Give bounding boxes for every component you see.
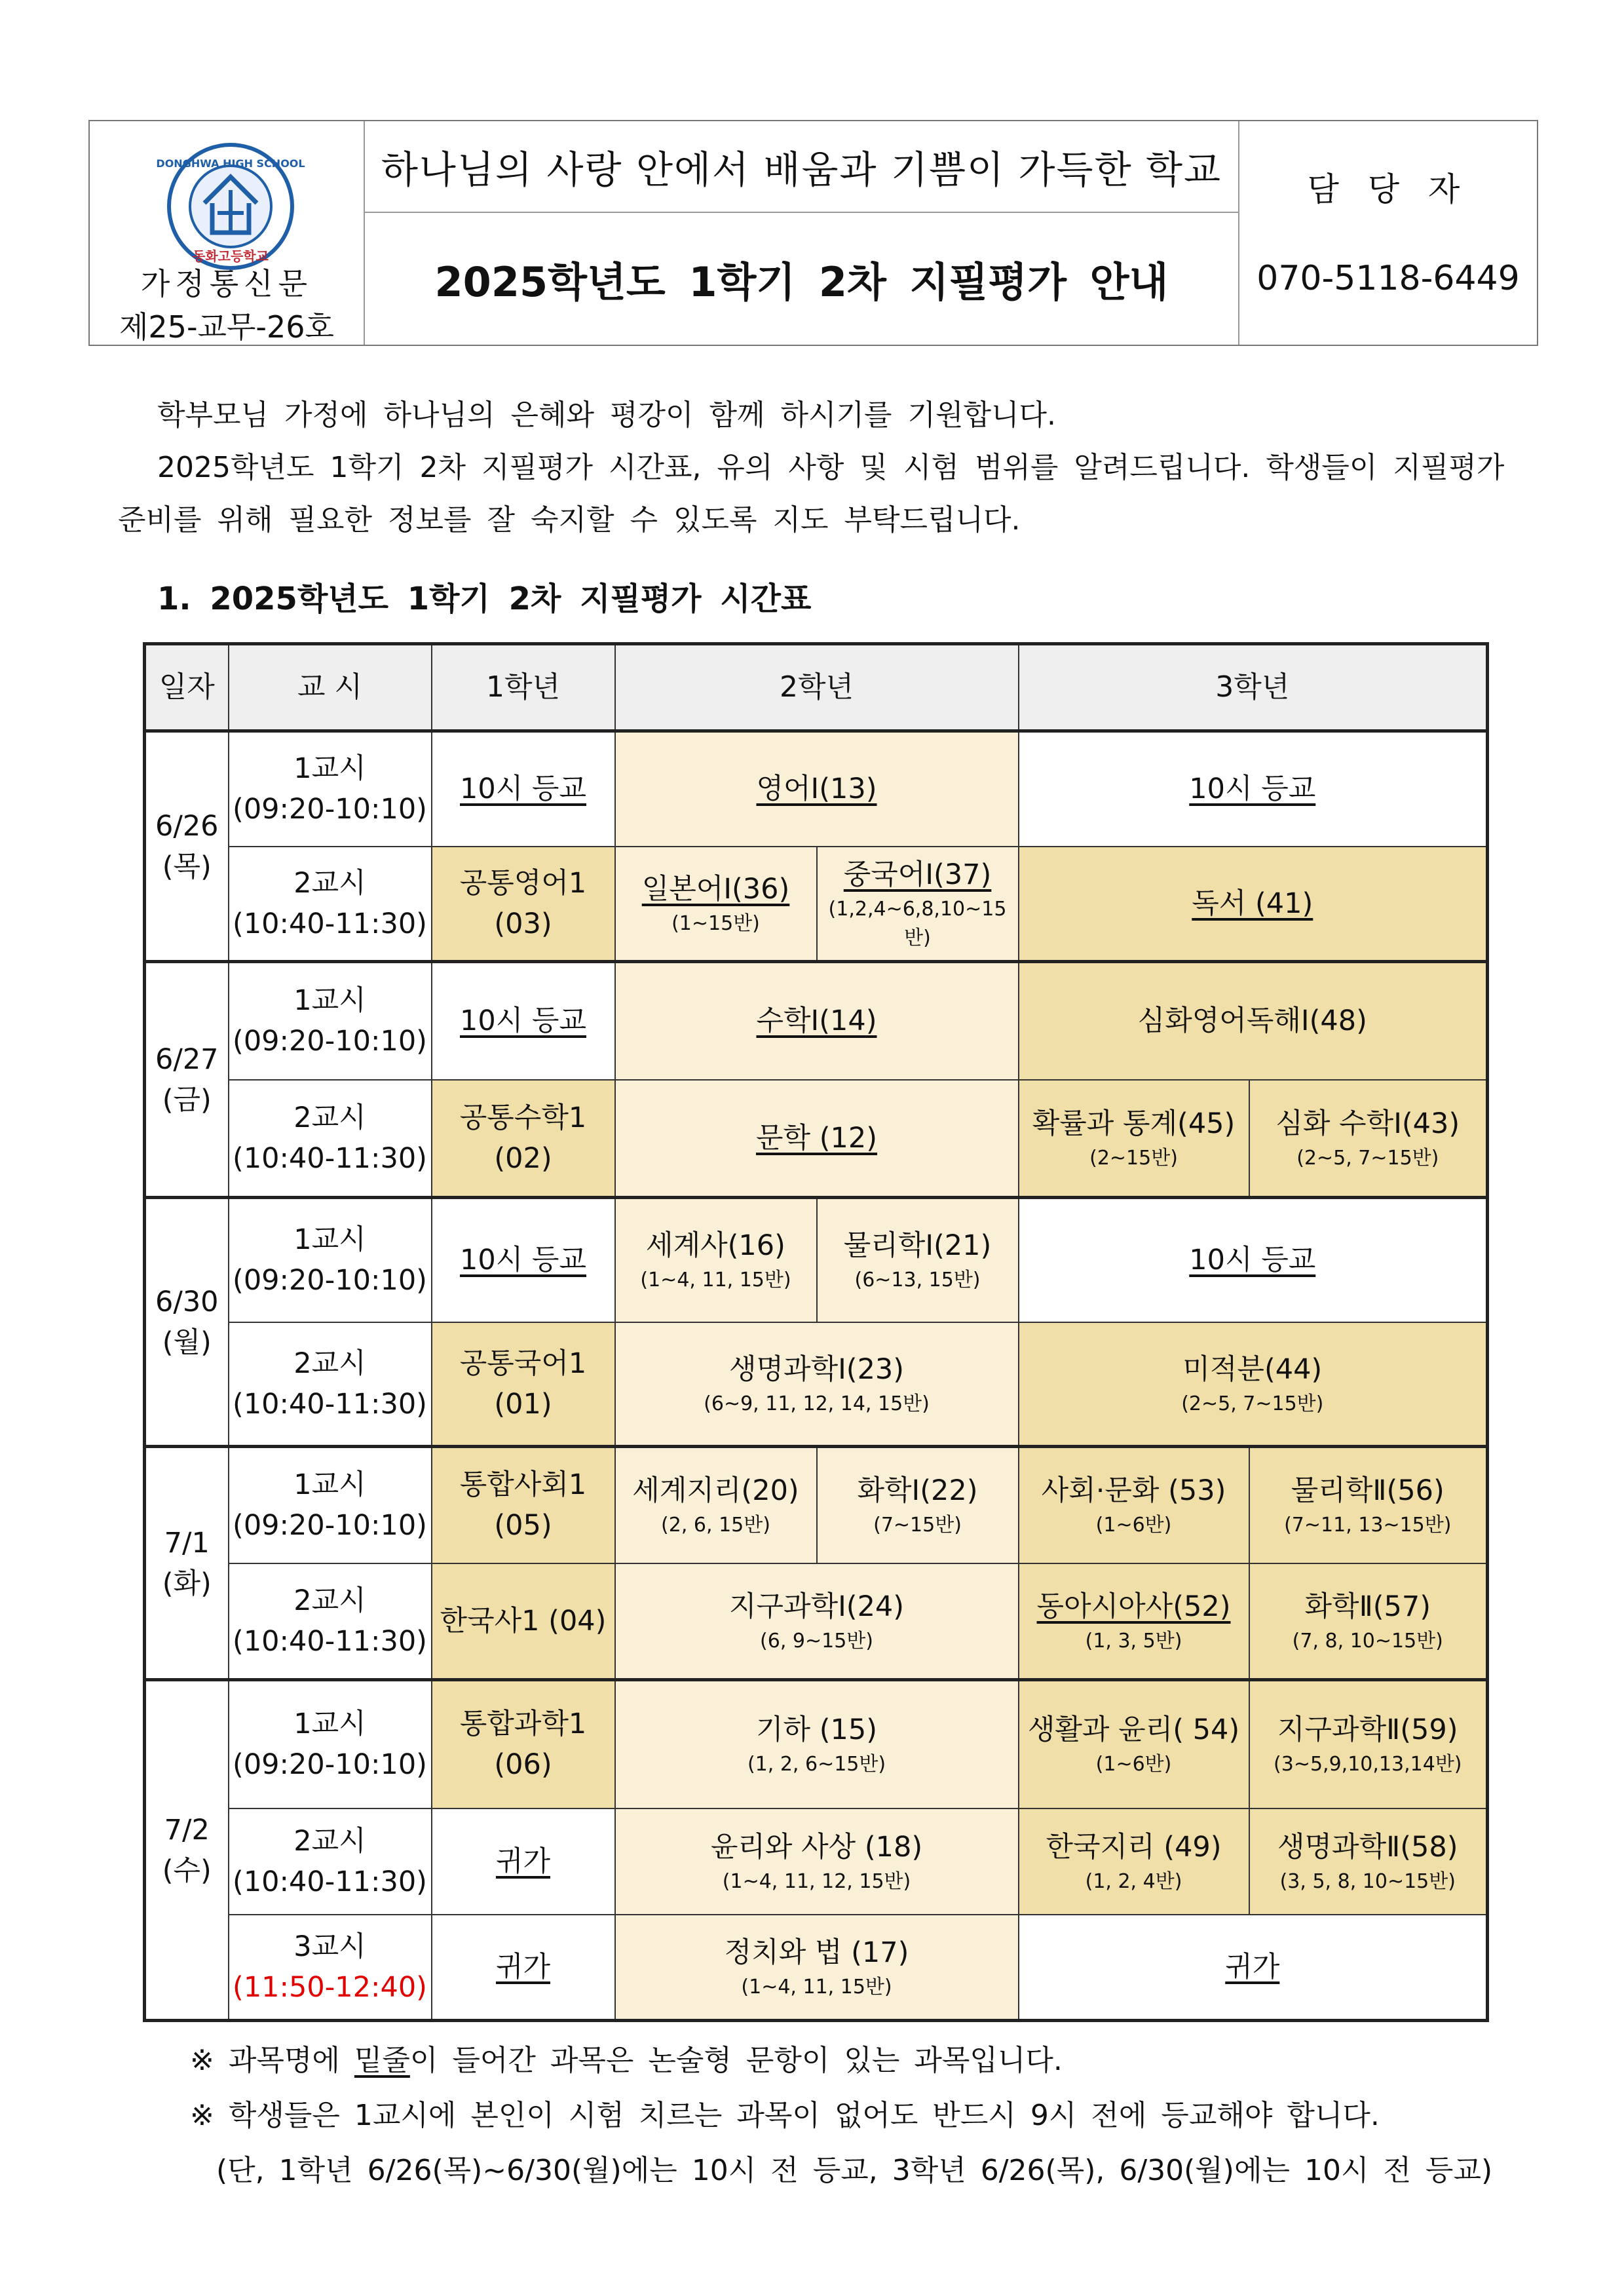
period-cell <box>229 962 432 1080</box>
exam-cell <box>615 1563 1019 1680</box>
exam-classes: (1~4, 11, 12, 15반) <box>722 1869 911 1893</box>
exam-subject: 독서 (41) <box>1192 887 1313 920</box>
weekday-text: (금) <box>162 1083 212 1117</box>
period-time: (09:20-10:10) <box>233 793 427 826</box>
exam-subject: 공통국어1 (01) <box>459 1347 587 1421</box>
period-label: 1교시 <box>293 1223 366 1257</box>
exam-subject: 10시 등교 <box>460 773 586 806</box>
exam-classes: (2~15반) <box>1089 1146 1178 1170</box>
weekday-text: (화) <box>162 1567 212 1600</box>
exam-subject: 동아시아사(52) <box>1036 1590 1231 1623</box>
exam-cell <box>615 847 817 962</box>
period-cell <box>229 1198 432 1322</box>
exam-subject: 생명과학Ⅱ(58) <box>1277 1830 1458 1864</box>
date-text: 6/30 <box>155 1285 219 1318</box>
exam-subject: 화학Ⅱ(57) <box>1304 1590 1431 1623</box>
period-label: 2교시 <box>293 866 366 900</box>
exam-subject: 기하 (15) <box>756 1713 878 1747</box>
exam-subject: 물리학Ⅱ(56) <box>1291 1474 1445 1508</box>
table-row <box>145 1680 1488 1808</box>
exam-classes: (1, 2, 6~15반) <box>747 1753 886 1776</box>
note-exception: (단, 1학년 6/26(목)~6/30(월)에는 10시 전 등교, 3학년 6/26(목), 6/30(월)에는 10시 전 등교) <box>216 2154 1493 2187</box>
period-cell <box>229 1563 432 1680</box>
exam-subject: 귀가 <box>495 1845 551 1878</box>
exam-classes: (1~15반) <box>671 911 760 935</box>
note-text: ※ 과목명에 <box>190 2044 354 2077</box>
exam-subject: 사회·문화 (53) <box>1041 1474 1226 1508</box>
period-cell <box>229 1447 432 1563</box>
exam-subject: 영어Ⅰ(13) <box>756 773 877 806</box>
date-text: 7/1 <box>164 1526 210 1559</box>
date-cell <box>145 962 229 1198</box>
table-row <box>145 1915 1488 2021</box>
exam-cell <box>1019 1198 1488 1322</box>
exam-classes: (6~9, 11, 12, 14, 15반) <box>704 1392 930 1415</box>
period-cell <box>229 1680 432 1808</box>
intro-paragraph-2: 2025학년도 1학기 2차 지필평가 시간표, 유의 사항 및 시험 범위를 알려드립니다. 학생들이 지필평가 준비를 위해 필요한 정보를 잘 숙지할 수 있도록 지도 부탁드립니다. <box>118 451 1505 537</box>
exam-subject: 일본어Ⅰ(36) <box>641 872 790 906</box>
exam-cell <box>615 1915 1019 2021</box>
exam-cell <box>615 1808 1019 1915</box>
exam-classes: (3~5,9,10,13,14반) <box>1274 1753 1462 1776</box>
svg-text:동화고등학교: 동화고등학교 <box>193 248 269 264</box>
period-label: 1교시 <box>293 752 366 786</box>
exam-subject: 물리학Ⅰ(21) <box>843 1229 992 1263</box>
exam-cell <box>1019 1808 1249 1915</box>
period-time: (10:40-11:30) <box>233 907 427 940</box>
date-text: 6/26 <box>155 809 219 843</box>
exam-cell <box>432 962 615 1080</box>
exam-classes: (1~4, 11, 15반) <box>741 1975 892 1999</box>
contact-label: 담 당 자 <box>1307 170 1469 208</box>
exam-cell <box>1019 1680 1249 1808</box>
period-label: 1교시 <box>293 984 366 1018</box>
exam-subject: 한국지리 (49) <box>1046 1830 1222 1864</box>
header-left-cell <box>90 121 365 345</box>
period-label: 2교시 <box>293 1347 366 1380</box>
exam-cell <box>615 962 1019 1080</box>
date-cell <box>145 1198 229 1447</box>
exam-subject: 지구과학Ⅰ(24) <box>728 1590 905 1623</box>
exam-subject: 수학Ⅰ(14) <box>756 1004 877 1038</box>
contact-phone: 070-5118-6449 <box>1256 259 1520 298</box>
document-title: 2025학년도 1학기 2차 지필평가 안내 <box>434 258 1169 306</box>
period-label: 2교시 <box>293 1101 366 1134</box>
col-header-grade2: 2학년 <box>615 644 1019 731</box>
exam-classes: (1~6반) <box>1095 1753 1172 1776</box>
exam-classes: (7~15반) <box>873 1514 962 1537</box>
table-row <box>145 1198 1488 1322</box>
exam-cell <box>432 1808 615 1915</box>
exam-classes: (6, 9~15반) <box>760 1629 873 1653</box>
exam-cell <box>432 1322 615 1447</box>
exam-cell <box>432 847 615 962</box>
exam-cell <box>1019 1322 1488 1447</box>
exam-classes: (1~4, 11, 15반) <box>640 1269 791 1292</box>
table-row <box>145 1563 1488 1680</box>
exam-subject: 통합사회1 (05) <box>459 1468 587 1542</box>
exam-classes: (1,2,4~6,8,10~15반) <box>828 897 1007 949</box>
svg-text:DONGHWA HIGH SCHOOL: DONGHWA HIGH SCHOOL <box>156 157 305 170</box>
exam-subject: 생활과 윤리( 54) <box>1027 1713 1240 1747</box>
exam-cell <box>1249 1808 1488 1915</box>
exam-subject: 심화 수학Ⅰ(43) <box>1275 1107 1460 1140</box>
exam-classes: (1~6반) <box>1095 1514 1172 1537</box>
period-time: (09:20-10:10) <box>233 1264 427 1297</box>
exam-cell <box>1019 731 1488 847</box>
school-logo <box>156 141 305 272</box>
exam-subject: 세계지리(20) <box>632 1474 799 1508</box>
exam-cell <box>817 847 1019 962</box>
period-time: (10:40-11:30) <box>233 1387 427 1421</box>
exam-subject: 10시 등교 <box>1189 1244 1316 1277</box>
table-row <box>145 1447 1488 1563</box>
table-row <box>145 847 1488 962</box>
exam-subject: 미적분(44) <box>1182 1352 1323 1386</box>
exam-classes: (3, 5, 8, 10~15반) <box>1279 1869 1456 1893</box>
table-row <box>145 1808 1488 1915</box>
note-attendance: ※ 학생들은 1교시에 본인이 시험 치르는 과목이 없어도 반드시 9시 전에 등교해야 합니다. <box>190 2099 1380 2132</box>
exam-cell <box>615 731 1019 847</box>
exam-subject: 중국어Ⅰ(37) <box>843 858 992 891</box>
period-cell <box>229 1808 432 1915</box>
period-time: (09:20-10:10) <box>233 1025 427 1058</box>
header-middle-cell <box>365 121 1239 345</box>
exam-schedule-table <box>143 642 1489 2022</box>
document-header <box>88 120 1538 346</box>
exam-cell <box>1249 1680 1488 1808</box>
period-time: (09:20-10:10) <box>233 1748 427 1782</box>
date-cell <box>145 1447 229 1680</box>
exam-subject: 공통수학1 (02) <box>459 1101 587 1175</box>
exam-cell <box>615 1322 1019 1447</box>
exam-subject: 정치와 법 (17) <box>724 1936 909 1969</box>
note-text: 이 들어간 과목은 논술형 문항이 있는 과목입니다. <box>409 2044 1063 2077</box>
section-title: 1. 2025학년도 1학기 2차 지필평가 시간표 <box>157 581 812 617</box>
exam-classes: (6~13, 15반) <box>854 1269 981 1292</box>
period-time: (10:40-11:30) <box>233 1865 427 1898</box>
exam-cell <box>1019 962 1488 1080</box>
exam-subject: 세계사(16) <box>646 1229 785 1263</box>
exam-subject: 화학Ⅰ(22) <box>857 1474 978 1508</box>
exam-cell <box>1019 1447 1249 1563</box>
exam-cell <box>432 731 615 847</box>
exam-cell <box>1249 1447 1488 1563</box>
exam-classes: (1, 3, 5반) <box>1085 1629 1182 1653</box>
exam-subject: 귀가 <box>495 1950 551 1983</box>
period-cell <box>229 1915 432 2021</box>
note-essay-subjects <box>190 2037 1063 2078</box>
exam-classes: (1, 2, 4반) <box>1085 1869 1182 1893</box>
exam-classes: (2~5, 7~15반) <box>1296 1146 1439 1170</box>
exam-cell <box>615 1198 817 1322</box>
exam-classes: (7, 8, 10~15반) <box>1292 1629 1443 1653</box>
exam-subject: 10시 등교 <box>1189 773 1316 806</box>
header-right-cell <box>1239 121 1537 345</box>
exam-cell <box>615 1447 817 1563</box>
period-cell <box>229 731 432 847</box>
exam-cell <box>432 1447 615 1563</box>
document-type: 가정통신문 <box>140 266 313 301</box>
exam-subject: 확률과 통계(45) <box>1032 1107 1236 1140</box>
exam-subject: 귀가 <box>1225 1950 1280 1983</box>
exam-cell <box>1249 1563 1488 1680</box>
weekday-text: (수) <box>162 1854 212 1887</box>
table-row <box>145 1322 1488 1447</box>
period-label: 1교시 <box>293 1708 366 1741</box>
exam-subject: 지구과학Ⅱ(59) <box>1277 1713 1458 1747</box>
period-time: (10:40-11:30) <box>233 1141 427 1175</box>
exam-cell <box>817 1198 1019 1322</box>
exam-subject: 10시 등교 <box>460 1244 586 1277</box>
table-row <box>145 1080 1488 1198</box>
date-cell <box>145 1680 229 2021</box>
exam-subject: 한국사1 (04) <box>440 1604 607 1637</box>
exam-classes: (2~5, 7~15반) <box>1181 1392 1324 1415</box>
weekday-text: (월) <box>162 1326 212 1359</box>
exam-subject: 10시 등교 <box>460 1004 586 1038</box>
col-header-grade1: 1학년 <box>432 644 615 731</box>
exam-subject: 통합과학1 (06) <box>459 1708 587 1782</box>
period-time: (11:50-12:40) <box>233 1970 427 2004</box>
exam-cell <box>1019 1915 1488 2021</box>
date-text: 7/2 <box>164 1813 210 1846</box>
exam-cell <box>432 1915 615 2021</box>
period-label: 3교시 <box>293 1930 366 1963</box>
exam-cell <box>1249 1080 1488 1198</box>
period-label: 1교시 <box>293 1468 366 1502</box>
exam-classes: (2, 6, 15반) <box>661 1514 770 1537</box>
period-time: (10:40-11:30) <box>233 1624 427 1658</box>
col-header-grade3: 3학년 <box>1019 644 1488 731</box>
col-header-period: 교 시 <box>229 644 432 731</box>
table-header-row <box>145 644 1488 731</box>
exam-cell <box>1019 847 1488 962</box>
period-label: 2교시 <box>293 1584 366 1617</box>
exam-cell <box>615 1680 1019 1808</box>
exam-subject: 심화영어독해Ⅰ(48) <box>1137 1004 1367 1038</box>
exam-subject: 윤리와 사상 (18) <box>710 1830 923 1864</box>
table-row <box>145 962 1488 1080</box>
date-text: 6/27 <box>155 1043 219 1076</box>
school-motto: 하나님의 사랑 안에서 배움과 기쁨이 가득한 학교 <box>365 121 1238 213</box>
exam-subject: 공통영어1 (03) <box>459 866 587 940</box>
exam-cell <box>1019 1080 1249 1198</box>
period-cell <box>229 847 432 962</box>
period-cell <box>229 1322 432 1447</box>
note-underlined-word: 밑줄 <box>354 2044 410 2077</box>
exam-cell <box>817 1447 1019 1563</box>
exam-cell <box>432 1563 615 1680</box>
exam-subject: 문학 (12) <box>756 1121 878 1155</box>
intro-paragraph-1: 학부모님 가정에 하나님의 은혜와 평강이 함께 하시기를 기원합니다. <box>157 398 1056 432</box>
period-label: 2교시 <box>293 1824 366 1858</box>
weekday-text: (목) <box>162 850 212 883</box>
date-cell <box>145 731 229 962</box>
exam-cell <box>432 1680 615 1808</box>
exam-cell <box>1019 1563 1249 1680</box>
period-time: (09:20-10:10) <box>233 1509 427 1542</box>
exam-cell <box>432 1198 615 1322</box>
table-row <box>145 731 1488 847</box>
exam-classes: (7~11, 13~15반) <box>1284 1514 1452 1537</box>
exam-subject: 생명과학Ⅰ(23) <box>728 1352 905 1386</box>
exam-cell <box>432 1080 615 1198</box>
exam-cell <box>615 1080 1019 1198</box>
col-header-date: 일자 <box>145 644 229 731</box>
period-cell <box>229 1080 432 1198</box>
document-number: 제25-교무-26호 <box>119 309 334 345</box>
